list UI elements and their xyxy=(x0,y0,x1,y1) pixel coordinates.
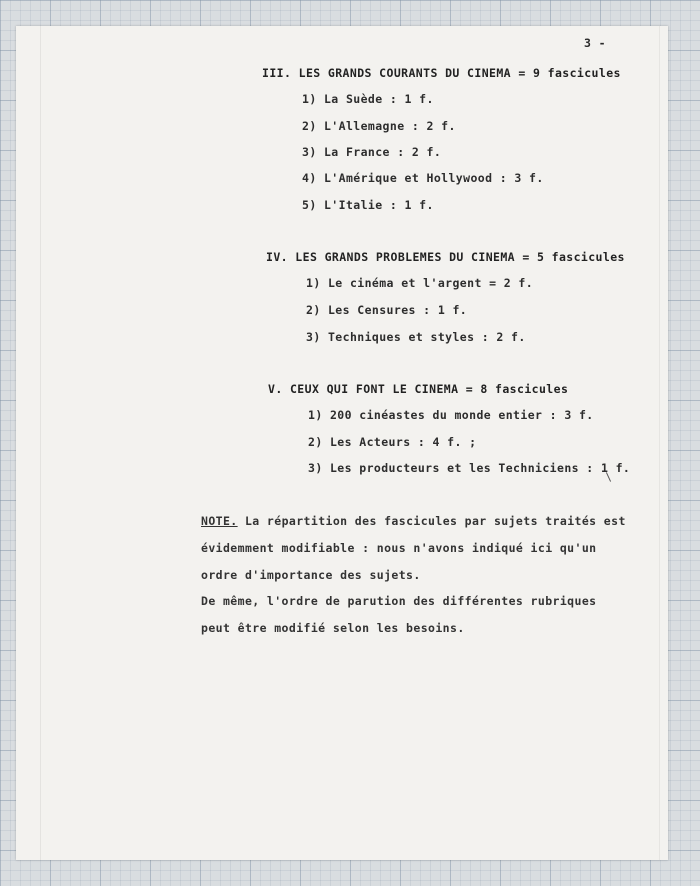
note-line: peut être modifié selon les besoins. xyxy=(201,621,465,635)
section-heading: III. LES GRANDS COURANTS DU CINEMA = 9 fascicules xyxy=(262,66,621,80)
note-line: ordre d'importance des sujets. xyxy=(201,568,421,582)
note-first-line xyxy=(201,516,626,528)
section-heading: V. CEUX QUI FONT LE CINEMA = 8 fascicules xyxy=(268,382,569,396)
list-item: 3) La France : 2 f. xyxy=(302,145,442,159)
note-text: La répartition des fascicules par sujets traités est xyxy=(244,514,626,528)
list-item: 1) Le cinéma et l'argent = 2 f. xyxy=(306,276,534,290)
page-edge-line xyxy=(40,26,41,860)
list-item: 1) 200 cinéastes du monde entier : 3 f. xyxy=(308,408,594,422)
list-item: 3) Les producteurs et les Techniciens : 1 f. xyxy=(308,461,631,475)
list-item: 2) Les Censures : 1 f. xyxy=(306,303,468,317)
note-label: NOTE. xyxy=(201,514,238,528)
list-item: 5) L'Italie : 1 f. xyxy=(302,198,434,212)
list-item: 2) L'Allemagne : 2 f. xyxy=(302,119,456,133)
section-heading: IV. LES GRANDS PROBLEMES DU CINEMA = 5 fascicules xyxy=(266,250,625,264)
list-item: 4) L'Amérique et Hollywood : 3 f. xyxy=(302,171,544,185)
list-item: 3) Techniques et styles : 2 f. xyxy=(306,330,526,344)
page-number: 3 - xyxy=(584,36,606,50)
document-page xyxy=(16,26,668,860)
list-item: 2) Les Acteurs : 4 f. ; xyxy=(308,435,477,449)
list-item: 1) La Suède : 1 f. xyxy=(302,92,434,106)
note-line: évidemment modifiable : nous n'avons indiqué ici qu'un xyxy=(201,541,597,555)
note-line: De même, l'ordre de parution des différentes rubriques xyxy=(201,594,597,608)
page-edge-line xyxy=(659,26,660,860)
